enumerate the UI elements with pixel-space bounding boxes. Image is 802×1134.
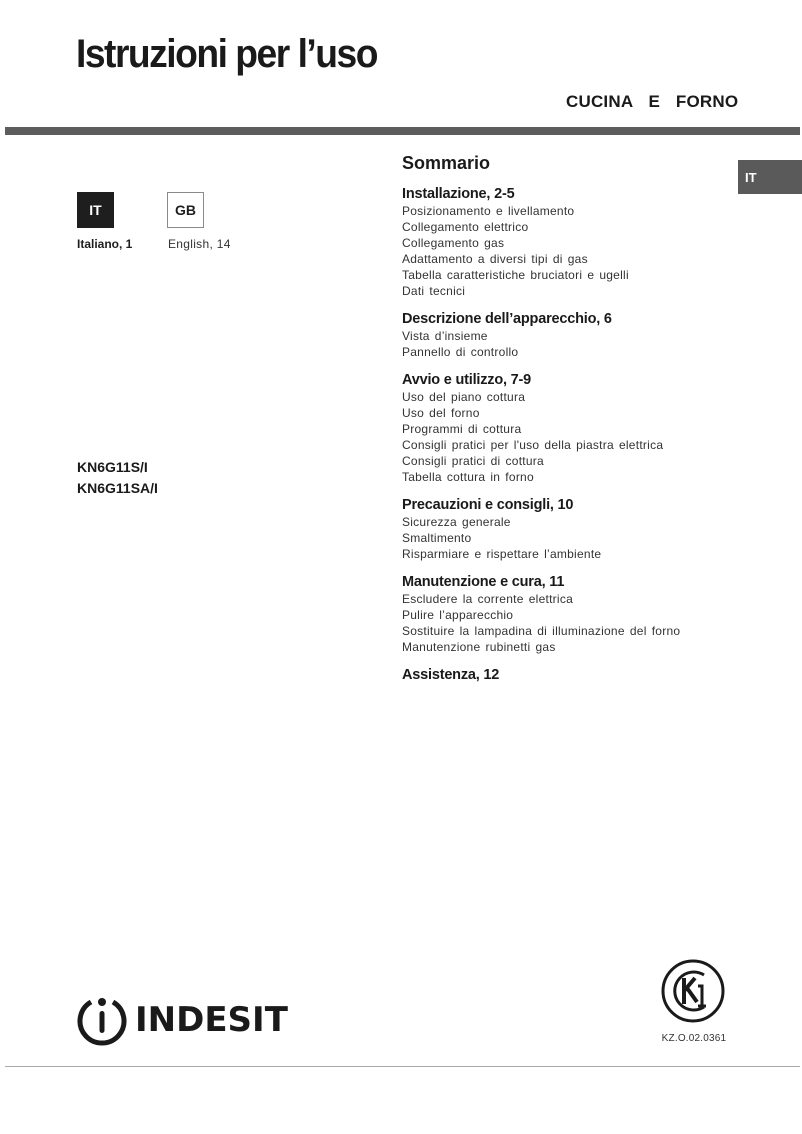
toc-section-avvio [402, 371, 732, 485]
toc-section-manutenzione [402, 573, 732, 655]
toc-section-title[interactable]: Installazione, 2-5 [402, 186, 515, 202]
toc-item[interactable]: Smaltimento [402, 531, 472, 545]
brand-name: INDESIT [135, 1000, 288, 1040]
toc-item[interactable]: Pannello di controllo [402, 345, 519, 359]
header-divider-bar [5, 127, 800, 135]
language-tab-it[interactable] [77, 192, 114, 228]
language-label-it[interactable]: Italiano, 1 [77, 237, 133, 251]
language-code: GB [175, 202, 196, 218]
model-list [77, 457, 158, 499]
toc-section-installazione [402, 185, 732, 299]
toc-item[interactable]: Sostituire la lampadina di illuminazione del forno [402, 624, 681, 638]
toc-item[interactable]: Consigli pratici per l'uso della piastra elettrica [402, 438, 664, 452]
kz-certification-mark-icon [660, 958, 726, 1024]
page-title: Istruzioni per l’uso [76, 32, 377, 76]
table-of-contents [402, 151, 732, 695]
toc-item[interactable]: Collegamento elettrico [402, 220, 529, 234]
language-tab-gb[interactable] [167, 192, 204, 228]
toc-item[interactable]: Sicurezza generale [402, 515, 511, 529]
toc-item[interactable]: Risparmiare e rispettare l’ambiente [402, 547, 602, 561]
toc-item[interactable]: Manutenzione rubinetti gas [402, 640, 556, 654]
model-number: KN6G11S/I [77, 459, 148, 475]
model-number: KN6G11SA/I [77, 480, 158, 496]
toc-item[interactable]: Escludere la corrente elettrica [402, 592, 573, 606]
toc-section-title[interactable]: Manutenzione e cura, 11 [402, 574, 565, 590]
certification-mark [660, 958, 726, 1044]
side-language-tab [738, 160, 802, 194]
toc-section-descrizione [402, 310, 732, 360]
toc-item[interactable]: Posizionamento e livellamento [402, 204, 575, 218]
toc-section-title[interactable]: Descrizione dell’apparecchio, 6 [402, 311, 612, 327]
indesit-i-logo-icon [75, 993, 129, 1047]
side-tab-label: IT [745, 170, 757, 185]
toc-item[interactable]: Tabella caratteristiche bruciatori e ugelli [402, 268, 629, 282]
product-category: CUCINA E FORNO [566, 92, 739, 111]
toc-item[interactable]: Dati tecnici [402, 284, 466, 298]
language-code: IT [89, 202, 102, 218]
toc-item[interactable]: Adattamento a diversi tipi di gas [402, 252, 588, 266]
toc-section-title[interactable]: Avvio e utilizzo, 7-9 [402, 372, 532, 388]
toc-item[interactable]: Uso del piano cottura [402, 390, 526, 404]
toc-section-title[interactable]: Assistenza, 12 [402, 667, 500, 683]
toc-section-title[interactable]: Precauzioni e consigli, 10 [402, 497, 574, 513]
toc-section-precauzioni [402, 496, 732, 562]
toc-item[interactable]: Consigli pratici di cottura [402, 454, 544, 468]
toc-title: Sommario [402, 153, 491, 173]
toc-section-assistenza [402, 666, 732, 684]
toc-item[interactable]: Uso del forno [402, 406, 480, 420]
language-label-gb[interactable]: English, 14 [168, 237, 231, 251]
footer-divider [5, 1066, 800, 1067]
certification-code: KZ.O.02.0361 [661, 1033, 727, 1044]
toc-item[interactable]: Programmi di cottura [402, 422, 522, 436]
indesit-logo [75, 993, 288, 1047]
toc-item[interactable]: Pulire l’apparecchio [402, 608, 514, 622]
toc-item[interactable]: Collegamento gas [402, 236, 505, 250]
toc-item[interactable]: Tabella cottura in forno [402, 470, 534, 484]
toc-item[interactable]: Vista d’insieme [402, 329, 488, 343]
